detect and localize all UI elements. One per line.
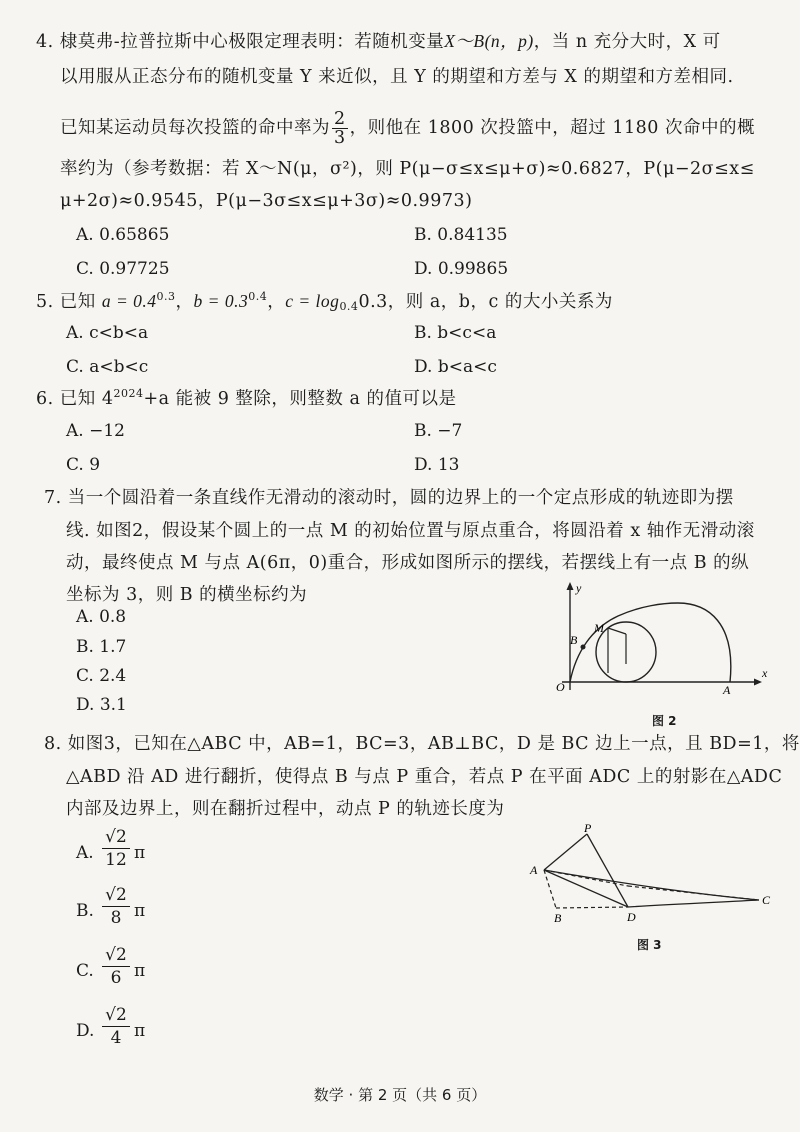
q7-option-c[interactable]: C. 2.4 (76, 666, 127, 686)
segment-dc (628, 900, 759, 907)
y-axis-arrow (567, 582, 574, 590)
label-y: y (576, 581, 582, 595)
page-footer: 数学 · 第 2 页（共 6 页） (313, 1086, 487, 1104)
label-b: B (554, 911, 562, 925)
q4-option-d[interactable]: D. 0.99865 (414, 259, 509, 279)
x-axis-arrow (754, 679, 762, 686)
q5-option-d[interactable]: D. b<a<c (414, 357, 497, 377)
q7-line-1: 7. 当一个圆沿着一条直线作无滑动的滚动时，圆的边界上的一个定点形成的轨迹即为摆 (44, 488, 734, 508)
label-m: M (594, 621, 604, 635)
radius-segment (608, 628, 626, 634)
q5-stem: 5. 已知 $a = 0.4^{0.3}$，$b = 0.3^{0.4}$，$c = \log_{0.4}0.3$，则 a，b，c 的大小关系为 (36, 290, 613, 313)
q4-fraction: $\frac{2}{3}$ (334, 109, 346, 148)
figure-2-caption: 图 2 (652, 714, 677, 728)
q7-line-3: 动，最终使点 M 与点 A(6π，0)重合，形成如图所示的摆线，若摆线上有一点 B 的纵 (66, 553, 750, 573)
segment-bd-dashed (556, 907, 628, 908)
q8-line-3: 内部及边界上，则在翻折过程中，动点 P 的轨迹长度为 (66, 799, 505, 819)
q8-option-b[interactable]: B. $\frac{√2}{8}$ π (76, 885, 146, 928)
figure-2-cycloid (548, 578, 778, 698)
label-b: B (570, 633, 578, 647)
q6-option-b[interactable]: B. −7 (414, 421, 463, 441)
q4-line-2: 以用服从正态分布的随机变量 Y 来近似，且 Y 的期望和方差与 X 的期望和方差相同. (60, 67, 734, 87)
segment-ap (544, 834, 587, 870)
q8-option-c[interactable]: C. $\frac{√2}{6}$ π (76, 945, 146, 988)
q7-option-b[interactable]: B. 1.7 (76, 637, 127, 657)
q7-line-2: 线. 如图2，假设某个圆上的一点 M 的初始位置与原点重合，将圆沿着 x 轴作无滑动滚 (66, 521, 755, 541)
q6-option-a[interactable]: A. −12 (66, 421, 125, 441)
figure-3-caption: 图 3 (637, 938, 662, 952)
q6-stem: 6. 已知 $4^{2024}+a$ 能被 9 整除，则整数 a 的值可以是 (36, 387, 457, 409)
figure-3-fold (524, 824, 774, 934)
q4-line-5: μ+2σ)≈0.9545，P(μ−3σ≤x≤μ+3σ)≈0.9973) (60, 191, 473, 211)
q4-line-3: 已知某运动员每次投篮的命中率为 $\frac{2}{3}$ ，则他在 1800 次投篮中，超过 1180 次命中的概 (60, 109, 755, 148)
label-a: A (723, 683, 731, 697)
q6-option-c[interactable]: C. 9 (66, 455, 101, 475)
q8-option-d[interactable]: D. $\frac{√2}{4}$ π (76, 1005, 146, 1048)
label-a: A (530, 863, 538, 877)
label-o: O (556, 680, 565, 694)
q4-option-a[interactable]: A. 0.65865 (76, 225, 170, 245)
q4-line-4: 率约为（参考数据：若 X～N(μ，σ²)，则 P(μ−σ≤x≤μ+σ)≈0.6827，P(μ−2σ≤x≤ (60, 159, 755, 179)
q7-line-4: 坐标为 3，则 B 的横坐标约为 (66, 585, 308, 605)
segment-ab-dashed (544, 870, 556, 908)
q8-line-2: △ABD 沿 AD 进行翻折，使得点 B 与点 P 重合，若点 P 在平面 ADC 上的射影在△ADC (66, 767, 783, 787)
q7-option-d[interactable]: D. 3.1 (76, 695, 127, 715)
label-p: P (584, 824, 592, 835)
label-x: x (762, 666, 768, 680)
label-d: D (627, 910, 636, 924)
q6-option-d[interactable]: D. 13 (414, 455, 460, 475)
segment-pd (587, 834, 628, 907)
q4-option-c[interactable]: C. 0.97725 (76, 259, 170, 279)
segment-ad (544, 870, 628, 907)
q5-option-c[interactable]: C. a<b<c (66, 357, 149, 377)
segment-ac (544, 870, 759, 900)
q4-line-1: 4. 棣莫弗-拉普拉斯中心极限定理表明：若随机变量X～B(n，p)，当 n 充分大时，X 可 (36, 31, 721, 52)
point-b (581, 645, 586, 650)
q4-option-b[interactable]: B. 0.84135 (414, 225, 508, 245)
q7-option-a[interactable]: A. 0.8 (76, 607, 127, 627)
q8-line-1: 8. 如图3，已知在△ABC 中，AB=1，BC=3，AB⊥BC，D 是 BC 边上一点，且 BD=1，将 (44, 734, 800, 754)
label-c: C (762, 893, 771, 907)
q5-option-b[interactable]: B. b<c<a (414, 323, 497, 343)
q5-option-a[interactable]: A. c<b<a (66, 323, 149, 343)
q8-option-a[interactable]: A. $\frac{√2}{12}$ π (76, 827, 146, 870)
